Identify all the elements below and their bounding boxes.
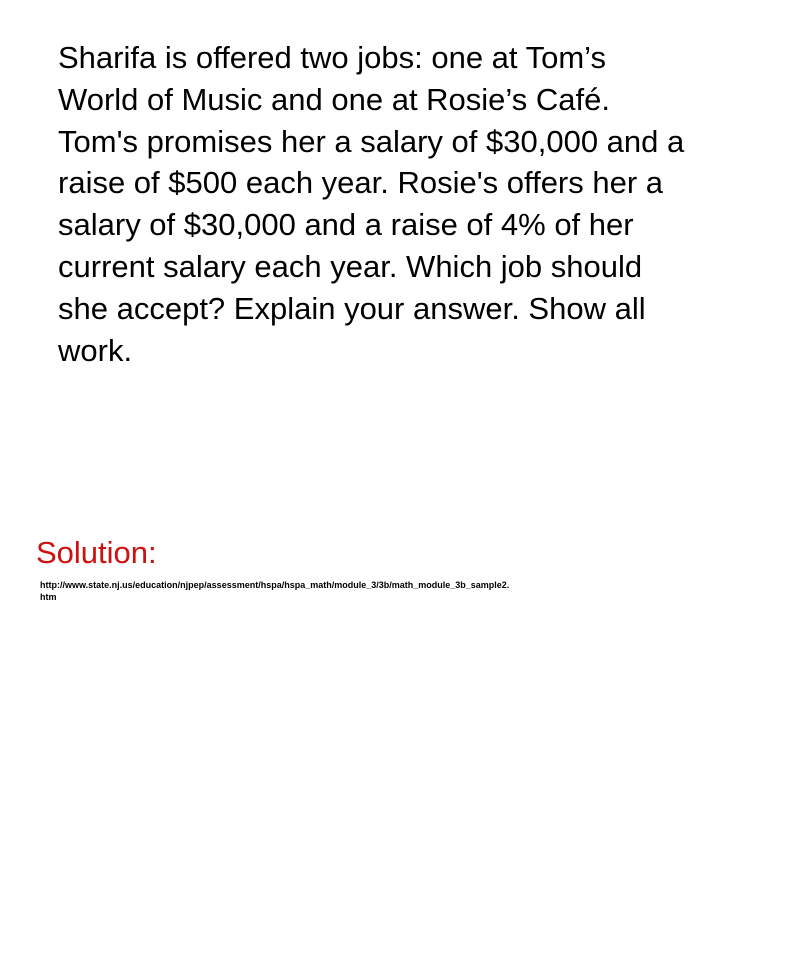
problem-statement: Sharifa is offered two jobs: one at Tom’s World of Music and one at Rosie’s Café. Tom's promises her a salary of $30,000 and a raise of $500 each year. Rosie's offers her a salary of $30,000 and a raise of 4% of her current salary each year. Which job should she accept? Explain your answer. Show all work. — [58, 40, 685, 368]
solution-heading: Solution: — [36, 535, 157, 570]
source-link[interactable]: http://www.state.nj.us/education/njpep/assessment/hspa/hspa_math/module_3/3b/math_module_3b_sample2. htm — [40, 580, 510, 602]
